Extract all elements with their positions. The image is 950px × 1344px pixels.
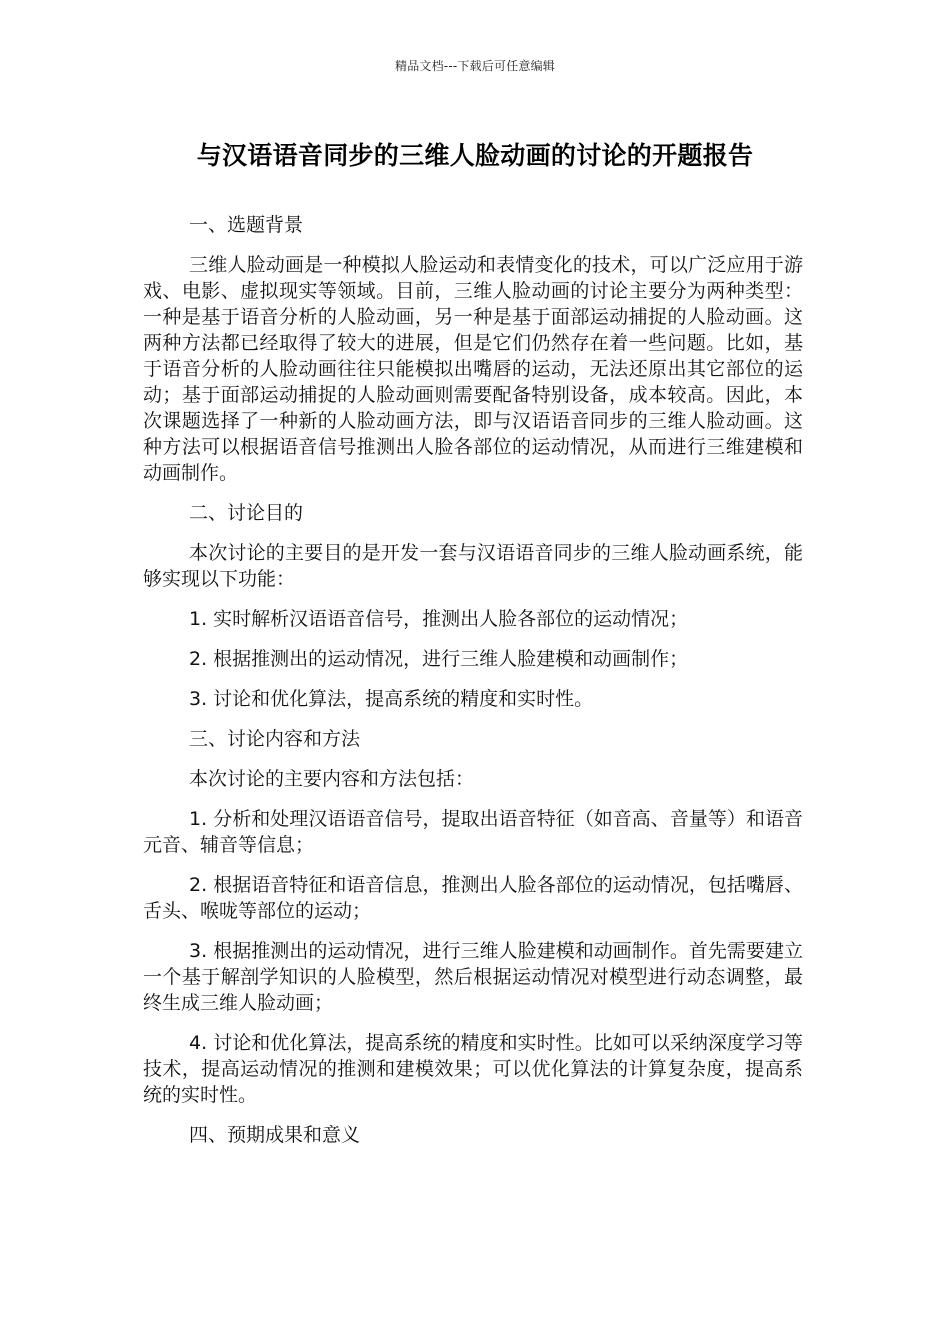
list-item: 4. 讨论和优化算法，提高系统的精度和实时性。比如可以采纳深度学习等技术，提高运动情况的推测和建模效果；可以优化算法的计算复杂度，提高系统的实时性。 — [143, 1032, 803, 1106]
list-item: 2. 根据语音特征和语音信息，推测出人脸各部位的运动情况，包括嘴唇、舌头、喉咙等部位的运动； — [143, 874, 803, 922]
list-item: 2. 根据推测出的运动情况，进行三维人脸建模和动画制作； — [189, 648, 689, 670]
document-body — [143, 212, 803, 1162]
section-paragraph: 三维人脸动画是一种模拟人脸运动和表情变化的技术，可以广泛应用于游戏、电影、虚拟现实等领域。目前，三维人脸动画的讨论主要分为两种类型：一种是基于语音分析的人脸动画，另一种是基于面部运动捕捉的人脸动画。这两种方法都已经取得了较大的进展，但是它们仍然存在着一些问题。比如，基于语音分析的人脸动画往往只能模拟出嘴唇的运动，无法还原出其它部位的运动；基于面部运动捕捉的人脸动画则需要配备特别设备，成本较高。因此，本次课题选择了一种新的人脸动画方法，即与汉语语音同步的三维人脸动画。这种方法可以根据语音信号推测出人脸各部位的运动情况，从而进行三维建模和动画制作。 — [143, 254, 803, 484]
section-heading: 一、选题背景 — [189, 214, 304, 236]
list-item: 3. 讨论和优化算法，提高系统的精度和实时性。 — [189, 688, 594, 710]
list-item: 1. 实时解析汉语语音信号，推测出人脸各部位的运动情况； — [189, 608, 689, 630]
section-heading: 二、讨论目的 — [189, 502, 304, 524]
list-item: 1. 分析和处理汉语语音信号，提取出语音特征（如音高、音量等）和语音元音、辅音等信息； — [143, 808, 803, 856]
section-heading: 四、预期成果和意义 — [189, 1124, 361, 1146]
page-header: 精品文档---下载后可任意编辑 — [395, 59, 555, 73]
section-heading: 三、讨论内容和方法 — [189, 728, 361, 750]
document-title: 与汉语语音同步的三维人脸动画的讨论的开题报告 — [196, 141, 754, 170]
section-paragraph: 本次讨论的主要内容和方法包括： — [189, 768, 475, 790]
list-item: 3. 根据推测出的运动情况，进行三维人脸建模和动画制作。首先需要建立一个基于解剖学知识的人脸模型，然后根据运动情况对模型进行动态调整，最终生成三维人脸动画； — [143, 940, 803, 1014]
section-paragraph: 本次讨论的主要目的是开发一套与汉语语音同步的三维人脸动画系统，能够实现以下功能： — [143, 542, 803, 590]
